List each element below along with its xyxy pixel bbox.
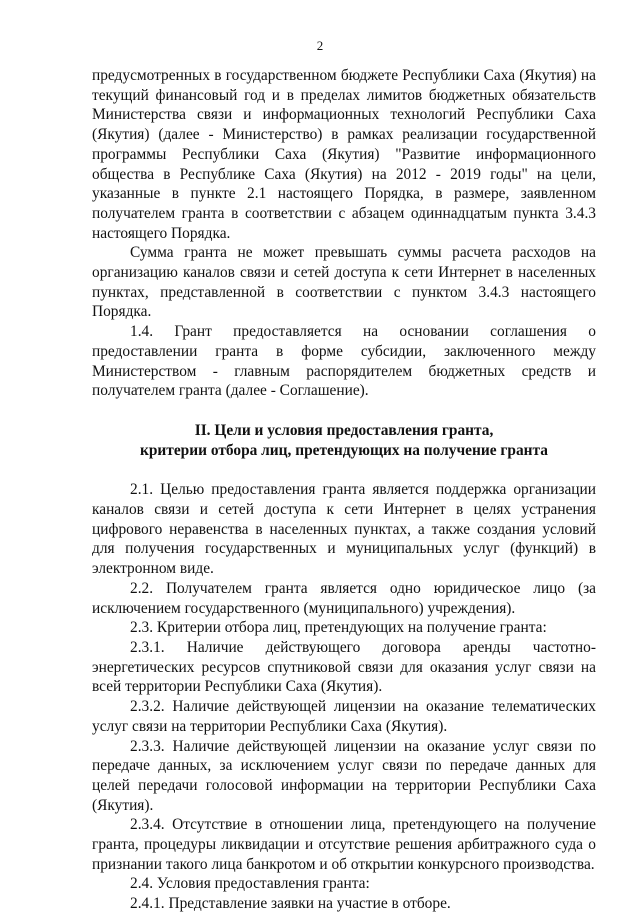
paragraph-2-3-2: 2.3.2. Наличие действующей лицензии на оказание телематических услуг связи на территории Республики Саха (Якутия). xyxy=(92,698,596,735)
paragraph-2-1: 2.1. Целью предоставления гранта является поддержка организации каналов связи и сетей доступа к сети Интернет в целях устранения цифрового неравенства в населенных пунктах, а также создания условий для получения государственных и муниципальных услуг (функций) в электронном виде. xyxy=(92,481,596,578)
section-heading-line-1: II. Цели и условия предоставления гранта, xyxy=(194,421,494,439)
paragraph-2-3-1: 2.3.1. Наличие действующего договора аренды частотно-энергетических ресурсов спутниковой связи для оказания услуг связи на всей территории Республики Саха (Якутия). xyxy=(92,638,596,696)
page-number: 2 xyxy=(316,38,324,53)
paragraph-continuation: предусмотренных в государственном бюджете Республики Саха (Якутия) на текущий финансовый год и в пределах лимитов бюджетных обязательств Министерства связи и информационных технологий Республики Саха (Якутия) (далее - Министерство) в рамках реализации государственной программы Республики Саха (Якутия) "Развитие информационного общества в Республике Саха (Якутия) на 2012 - 2019 годы" на цели, указанные в пункте 2.1 настоящего Порядка, в размере, заявленном получателем гранта в соответствии с абзацем одиннадцатым пункта 3.4.3 настоящего Порядка. xyxy=(92,67,596,242)
section-heading-line-2: критерии отбора лиц, претендующих на получение гранта xyxy=(140,441,548,459)
paragraph-2-4: 2.4. Условия предоставления гранта: xyxy=(130,875,370,893)
paragraph-2-3-3: 2.3.3. Наличие действующей лицензии на оказание услуг связи по передаче данных, за исключением услуг связи по передаче данных для целей передачи голосовой информации на территории Республики Саха (Якутия). xyxy=(92,737,596,814)
paragraph-2-2: 2.2. Получателем гранта является одно юридическое лицо (за исключением государственного (муниципального) учреждения). xyxy=(92,579,596,617)
paragraph-2-3-4: 2.3.4. Отсутствие в отношении лица, претендующего на получение гранта, процедуры ликвидации и отсутствие решения арбитражного суда о признании такого лица банкротом и об открытии конкурсного производства. xyxy=(92,816,596,873)
paragraph-2-4-1: 2.4.1. Представление заявки на участие в отборе. xyxy=(130,895,451,913)
paragraph-grant-sum: Сумма гранта не может превышать суммы расчета расходов на организацию каналов связи и сетей доступа к сети Интернет в населенных пунктах, представленной в соответствии с пунктом 3.4.3 настоящего Порядка. xyxy=(92,244,596,321)
paragraph-2-3: 2.3. Критерии отбора лиц, претендующих на получение гранта: xyxy=(130,619,547,637)
section-heading xyxy=(92,421,596,460)
paragraph-1-4: 1.4. Грант предоставляется на основании соглашения о предоставлении гранта в форме субсидии, заключенного между Министерством - главным распорядителем бюджетных средств и получателем гранта (далее - Соглашение). xyxy=(92,323,596,400)
document-body xyxy=(92,66,596,914)
